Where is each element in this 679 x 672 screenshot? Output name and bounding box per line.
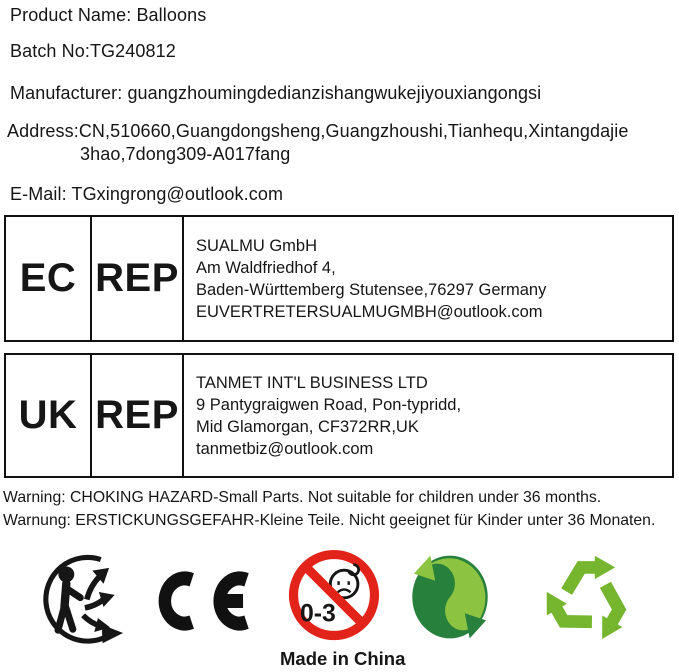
ce-mark-icon [150,570,258,637]
recycling-mobius-icon [538,549,638,651]
age-warning-0-3-icon [288,546,380,650]
uk-rep-company: TANMET INT'L BUSINESS LTD [196,373,428,392]
warning-english: Warning: CHOKING HAZARD-Small Parts. Not suitable for children under 36 months. [3,489,602,506]
triman-recycling-icon [36,553,132,651]
made-in-china-text: Made in China [280,648,406,669]
email-line: E-Mail: TGxingrong@outlook.com [10,184,284,204]
ec-code-label: EC [6,217,92,340]
uk-rep-details [184,355,672,476]
warning-german: Warnung: ERSTICKUNGSGEFAHR-Kleine Teile. Nicht geeignet für Kinder unter 36 Monaten. [3,512,656,529]
uk-rep-box [4,353,674,478]
ec-rep-city: Baden-Württemberg Stutensee,76297 Germany [196,280,547,299]
uk-rep-street: 9 Pantygraigwen Road, Pon-typridd, [196,395,462,414]
ec-rep-details [184,217,672,340]
ec-rep-company: SUALMU GmbH [196,236,318,255]
ec-rep-email: EUVERTRETERSUALMUGMBH@outlook.com [196,302,543,321]
manufacturer-line: Manufacturer: guangzhoumingdedianzishangwukejiyouxiangongsi [10,83,542,103]
uk-rep-city: Mid Glamorgan, CF372RR,UK [196,417,419,436]
uk-code-label: UK [6,355,92,476]
rep-code-label: REP [92,355,184,476]
age-range-text: 0-3 [299,600,336,628]
green-dot-icon [409,552,491,647]
address-line-2: 3hao,7dong309-A017fang [80,144,291,164]
address-line-1: Address:CN,510660,Guangdongsheng,Guangzhoushi,Tianhequ,Xintangdajie [7,121,629,141]
ec-rep-street: Am Waldfriedhof 4, [196,258,336,277]
uk-rep-email: tanmetbiz@outlook.com [196,439,374,458]
ec-rep-box [4,215,674,342]
product-name-line: Product Name: Balloons [10,5,207,25]
rep-code-label: REP [92,217,184,340]
batch-no-line: Batch No:TG240812 [10,41,176,61]
